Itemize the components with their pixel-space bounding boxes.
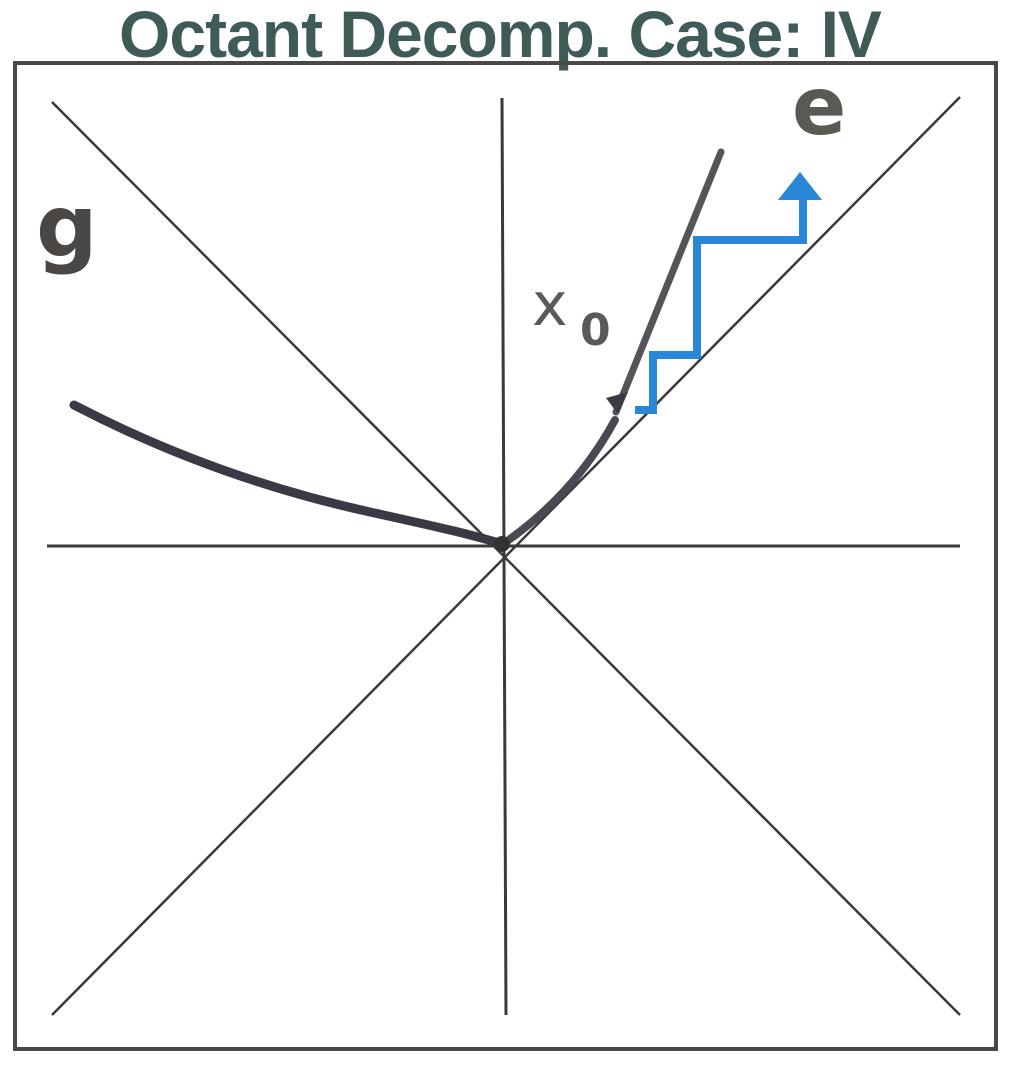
label-e: e [792,60,847,153]
x0-arrowhead [606,392,628,414]
label-g: g [36,177,98,277]
origin-point [494,536,510,552]
diagram-title: Octant Decomp. Case: IV [119,0,881,71]
curve-g-left-branch [74,405,503,544]
label-x0-subscript: 0 [580,305,611,356]
curve-g-right-branch [503,420,615,544]
tangent-line-x0 [616,152,721,412]
label-x0: x [532,270,568,340]
blue-arrowhead [778,172,822,200]
